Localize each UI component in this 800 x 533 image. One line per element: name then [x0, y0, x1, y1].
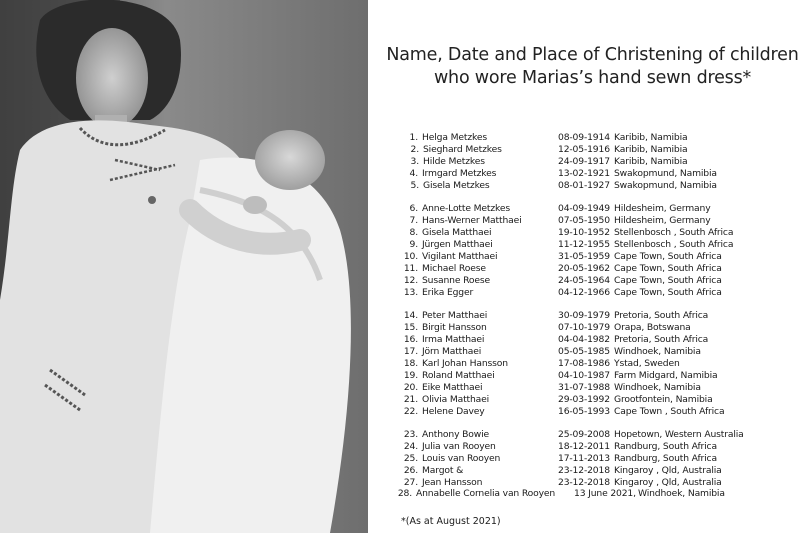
child-name: Julia van Rooyen: [422, 441, 496, 452]
christening-date: 30-09-1979: [558, 310, 610, 321]
christening-date: 16-05-1993: [558, 406, 610, 417]
child-name: Jean Hansson: [422, 477, 483, 488]
child-name: Hans-Werner Matthaei: [422, 215, 522, 226]
item-number: 23.: [403, 429, 418, 440]
child-name: Hilde Metzkes: [423, 156, 485, 167]
list-item: [0, 287, 800, 299]
christening-place: Kingaroy , Qld, Australia: [614, 465, 722, 476]
christening-place: Hopetown, Western Australia: [614, 429, 744, 440]
christening-date: 19-10-1952: [558, 227, 610, 238]
item-number: 21.: [403, 394, 418, 405]
child-name: Sieghard Metzkes: [423, 144, 502, 155]
list-item: [0, 441, 800, 453]
list-item: [0, 227, 800, 239]
christening-date: 13 June 2021,: [574, 488, 636, 499]
child-name: Margot &: [422, 465, 464, 476]
item-number: 10.: [403, 251, 418, 262]
christening-date: 31-05-1959: [558, 251, 610, 262]
christening-date: 13-02-1921: [558, 168, 610, 179]
christening-date: 18-12-2011: [558, 441, 610, 452]
child-name: Roland Matthaei: [422, 370, 495, 381]
christening-place: Randburg, South Africa: [614, 453, 717, 464]
list-item: [0, 453, 800, 465]
christening-place: Karibib, Namibia: [614, 144, 688, 155]
item-number: 20.: [403, 382, 418, 393]
child-name: Annabelle Cornelia van Rooyen: [416, 488, 556, 499]
christening-date: 08-09-1914: [558, 132, 610, 143]
item-number: 11.: [403, 263, 418, 274]
christening-place: Windhoek, Namibia: [614, 382, 701, 393]
christening-place: Karibib, Namibia: [614, 156, 688, 167]
christening-date: 04-04-1982: [558, 334, 610, 345]
child-name: Gisela Matthaei: [422, 227, 492, 238]
christening-date: 04-12-1966: [558, 287, 610, 298]
christening-date: 17-08-1986: [558, 358, 610, 369]
christening-date: 05-05-1985: [558, 346, 610, 357]
list-item: [0, 370, 800, 382]
list-item: [0, 394, 800, 406]
christening-place: Cape Town , South Africa: [614, 406, 725, 417]
christening-date: 08-01-1927: [558, 180, 610, 191]
child-name: Anne-Lotte Metzkes: [422, 203, 510, 214]
list-item: [0, 488, 800, 500]
christening-date: 11-12-1955: [558, 239, 610, 250]
item-number: 18.: [403, 358, 418, 369]
item-number: 16.: [403, 334, 418, 345]
child-name: Birgit Hansson: [422, 322, 487, 333]
child-name: Anthony Bowie: [422, 429, 490, 440]
christening-place: Cape Town, South Africa: [614, 263, 722, 274]
child-name: Irma Matthaei: [422, 334, 485, 345]
list-item: [0, 203, 800, 215]
list-item: [0, 168, 800, 180]
child-name: Michael Roese: [422, 263, 486, 274]
christening-date: 07-10-1979: [558, 322, 610, 333]
christening-place: Kingaroy , Qld, Australia: [614, 477, 722, 488]
item-number: 4.: [409, 168, 418, 179]
christening-place: Farm Midgard, Namibia: [614, 370, 718, 381]
list-item: [0, 334, 800, 346]
child-name: Susanne Roese: [422, 275, 491, 286]
item-number: 8.: [409, 227, 418, 238]
item-number: 15.: [403, 322, 418, 333]
list-item: [0, 156, 800, 168]
list-item: [0, 310, 800, 322]
christening-date: 17-11-2013: [558, 453, 610, 464]
christening-place: Cape Town, South Africa: [614, 275, 722, 286]
item-number: 27.: [403, 477, 418, 488]
child-name: Vigilant Matthaei: [422, 251, 498, 262]
christening-place: Orapa, Botswana: [614, 322, 691, 333]
christening-place: Grootfontein, Namibia: [614, 394, 713, 405]
christening-place: Swakopmund, Namibia: [614, 168, 717, 179]
item-number: 24.: [403, 441, 418, 452]
christening-date: 24-05-1964: [558, 275, 610, 286]
child-name: Irmgard Metzkes: [422, 168, 497, 179]
list-item: [0, 251, 800, 263]
list-item: [0, 382, 800, 394]
item-number: 26.: [403, 465, 418, 476]
item-number: 6.: [409, 203, 418, 214]
child-name: Jörn Matthaei: [422, 346, 482, 357]
child-name: Helene Davey: [422, 406, 485, 417]
christening-date: 04-09-1949: [558, 203, 610, 214]
item-number: 13.: [403, 287, 418, 298]
item-number: 3.: [410, 156, 419, 167]
list-item: [0, 144, 800, 156]
child-name: Jürgen Matthaei: [422, 239, 493, 250]
list-item: [0, 346, 800, 358]
christening-date: 24-09-1917: [558, 156, 610, 167]
christening-place: Ystad, Sweden: [614, 358, 680, 369]
item-number: 28.: [397, 488, 412, 499]
christening-place: Pretoria, South Africa: [614, 310, 709, 321]
christening-place: Hildesheim, Germany: [614, 203, 711, 214]
item-number: 7.: [409, 215, 418, 226]
christening-place: Stellenbosch , South Africa: [614, 239, 734, 250]
child-name: Helga Metzkes: [422, 132, 487, 143]
christening-date: 20-05-1962: [558, 263, 610, 274]
christening-date: 29-03-1992: [558, 394, 610, 405]
child-name: Peter Matthaei: [422, 310, 488, 321]
christening-place: Swakopmund, Namibia: [614, 180, 717, 191]
item-number: 22.: [403, 406, 418, 417]
item-number: 1.: [409, 132, 418, 143]
item-number: 14.: [403, 310, 418, 321]
christening-date: 31-07-1988: [558, 382, 610, 393]
child-name: Erika Egger: [422, 287, 474, 298]
list-item: [0, 322, 800, 334]
christening-date: 04-10-1987: [558, 370, 610, 381]
list-item: [0, 429, 800, 441]
list-item: [0, 215, 800, 227]
footnote: *(As at August 2021): [401, 516, 501, 527]
list-item: [0, 180, 800, 192]
list-item: [0, 358, 800, 370]
item-number: 2.: [410, 144, 419, 155]
child-name: Louis van Rooyen: [422, 453, 501, 464]
list-item: [0, 239, 800, 251]
item-number: 19.: [403, 370, 418, 381]
child-name: Olivia Matthaei: [422, 394, 490, 405]
christening-date: 12-05-1916: [558, 144, 610, 155]
christening-place: Windhoek, Namibia: [614, 346, 701, 357]
child-name: Karl Johan Hansson: [422, 358, 508, 369]
christening-place: Cape Town, South Africa: [614, 287, 722, 298]
christening-place: Pretoria, South Africa: [614, 334, 709, 345]
christening-date: 23-12-2018: [558, 465, 610, 476]
list-item: [0, 132, 800, 144]
title-line-2: who wore Marias’s hand sewn dress*: [433, 68, 752, 88]
list-item: [0, 406, 800, 418]
christening-place: Cape Town, South Africa: [614, 251, 722, 262]
item-number: 12.: [403, 275, 418, 286]
christening-place: Karibib, Namibia: [614, 132, 688, 143]
title-line-1: Name, Date and Place of Christening of children: [386, 45, 799, 65]
item-number: 5.: [410, 180, 419, 191]
christening-place: Randburg, South Africa: [614, 441, 717, 452]
item-number: 25.: [403, 453, 418, 464]
christening-date: 23-12-2018: [558, 477, 610, 488]
item-number: 17.: [403, 346, 418, 357]
list-item: [0, 465, 800, 477]
christening-place: Windhoek, Namibia: [638, 488, 725, 499]
list-item: [0, 275, 800, 287]
christening-place: Stellenbosch , South Africa: [614, 227, 734, 238]
child-name: Gisela Metzkes: [423, 180, 490, 191]
item-number: 9.: [409, 239, 418, 250]
child-name: Eike Matthaei: [422, 382, 483, 393]
christening-place: Hildesheim, Germany: [614, 215, 711, 226]
christening-date: 25-09-2008: [558, 429, 610, 440]
list-item: [0, 263, 800, 275]
christening-date: 07-05-1950: [558, 215, 610, 226]
